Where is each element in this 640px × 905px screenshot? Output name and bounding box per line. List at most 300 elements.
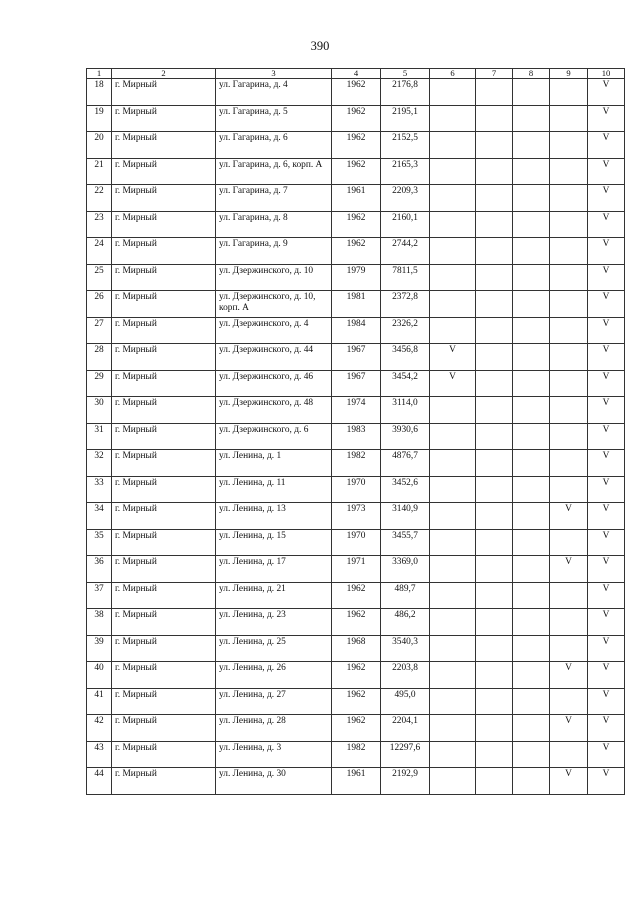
mark-cell-8 (513, 158, 550, 185)
area-cell: 3452,6 (381, 476, 430, 503)
address-cell: ул. Дзержинского, д. 44 (216, 344, 332, 371)
address-cell: ул. Дзержинского, д. 6 (216, 423, 332, 450)
row-number: 31 (87, 423, 112, 450)
row-number: 21 (87, 158, 112, 185)
year-cell: 1970 (332, 529, 381, 556)
year-cell: 1962 (332, 609, 381, 636)
row-number: 44 (87, 768, 112, 795)
table-row (87, 211, 625, 238)
address-cell: ул. Гагарина, д. 5 (216, 105, 332, 132)
year-cell: 1967 (332, 370, 381, 397)
year-cell: 1973 (332, 503, 381, 530)
area-cell: 3930,6 (381, 423, 430, 450)
mark-cell-8 (513, 556, 550, 583)
area-cell: 486,2 (381, 609, 430, 636)
year-cell: 1984 (332, 317, 381, 344)
mark-cell-7 (476, 132, 513, 159)
address-cell: ул. Гагарина, д. 4 (216, 79, 332, 106)
table-row (87, 132, 625, 159)
mark-cell-9: V (550, 556, 588, 583)
city-cell: г. Мирный (112, 370, 216, 397)
table-row (87, 291, 625, 318)
mark-cell-8 (513, 185, 550, 212)
mark-cell-6 (430, 450, 476, 477)
mark-cell-9 (550, 476, 588, 503)
area-cell: 489,7 (381, 582, 430, 609)
column-header: 9 (550, 69, 588, 79)
city-cell: г. Мирный (112, 556, 216, 583)
table-row (87, 529, 625, 556)
mark-cell-8 (513, 476, 550, 503)
mark-cell-8 (513, 768, 550, 795)
city-cell: г. Мирный (112, 635, 216, 662)
row-number: 39 (87, 635, 112, 662)
mark-cell-9 (550, 741, 588, 768)
mark-cell-10: V (588, 768, 625, 795)
mark-cell-9 (550, 317, 588, 344)
year-cell: 1962 (332, 715, 381, 742)
mark-cell-10: V (588, 238, 625, 265)
mark-cell-6 (430, 211, 476, 238)
area-cell: 2192,9 (381, 768, 430, 795)
row-number: 38 (87, 609, 112, 636)
city-cell: г. Мирный (112, 423, 216, 450)
year-cell: 1962 (332, 132, 381, 159)
mark-cell-8 (513, 450, 550, 477)
city-cell: г. Мирный (112, 291, 216, 318)
address-cell: ул. Ленина, д. 1 (216, 450, 332, 477)
area-cell: 3456,8 (381, 344, 430, 371)
year-cell: 1961 (332, 768, 381, 795)
mark-cell-6 (430, 238, 476, 265)
column-header: 2 (112, 69, 216, 79)
mark-cell-7 (476, 238, 513, 265)
row-number: 43 (87, 741, 112, 768)
mark-cell-7 (476, 741, 513, 768)
table-row (87, 370, 625, 397)
year-cell: 1961 (332, 185, 381, 212)
mark-cell-6 (430, 609, 476, 636)
mark-cell-8 (513, 211, 550, 238)
mark-cell-9: V (550, 662, 588, 689)
mark-cell-6 (430, 264, 476, 291)
mark-cell-6 (430, 423, 476, 450)
table-row (87, 158, 625, 185)
address-cell: ул. Ленина, д. 13 (216, 503, 332, 530)
row-number: 23 (87, 211, 112, 238)
mark-cell-7 (476, 635, 513, 662)
city-cell: г. Мирный (112, 529, 216, 556)
mark-cell-10: V (588, 582, 625, 609)
row-number: 22 (87, 185, 112, 212)
year-cell: 1962 (332, 582, 381, 609)
mark-cell-8 (513, 741, 550, 768)
column-number-row (87, 69, 625, 79)
row-number: 28 (87, 344, 112, 371)
mark-cell-7 (476, 105, 513, 132)
year-cell: 1979 (332, 264, 381, 291)
year-cell: 1981 (332, 291, 381, 318)
address-cell: ул. Ленина, д. 21 (216, 582, 332, 609)
mark-cell-8 (513, 529, 550, 556)
mark-cell-10: V (588, 556, 625, 583)
row-number: 24 (87, 238, 112, 265)
mark-cell-6 (430, 688, 476, 715)
year-cell: 1967 (332, 344, 381, 371)
city-cell: г. Мирный (112, 450, 216, 477)
table-row (87, 317, 625, 344)
mark-cell-6 (430, 741, 476, 768)
city-cell: г. Мирный (112, 238, 216, 265)
row-number: 29 (87, 370, 112, 397)
address-cell: ул. Дзержинского, д. 4 (216, 317, 332, 344)
mark-cell-9 (550, 291, 588, 318)
year-cell: 1962 (332, 662, 381, 689)
row-number: 19 (87, 105, 112, 132)
mark-cell-10: V (588, 503, 625, 530)
row-number: 20 (87, 132, 112, 159)
mark-cell-9 (550, 609, 588, 636)
table-row (87, 503, 625, 530)
row-number: 40 (87, 662, 112, 689)
address-cell: ул. Ленина, д. 11 (216, 476, 332, 503)
mark-cell-7 (476, 317, 513, 344)
city-cell: г. Мирный (112, 582, 216, 609)
address-cell: ул. Ленина, д. 3 (216, 741, 332, 768)
table-body (87, 79, 625, 795)
mark-cell-6 (430, 556, 476, 583)
mark-cell-6 (430, 397, 476, 424)
mark-cell-7 (476, 582, 513, 609)
mark-cell-10: V (588, 79, 625, 106)
mark-cell-7 (476, 423, 513, 450)
mark-cell-10: V (588, 741, 625, 768)
mark-cell-7 (476, 397, 513, 424)
mark-cell-6 (430, 503, 476, 530)
city-cell: г. Мирный (112, 662, 216, 689)
mark-cell-6 (430, 79, 476, 106)
table-row (87, 635, 625, 662)
mark-cell-10: V (588, 423, 625, 450)
mark-cell-7 (476, 503, 513, 530)
mark-cell-9 (550, 185, 588, 212)
mark-cell-9 (550, 105, 588, 132)
city-cell: г. Мирный (112, 503, 216, 530)
mark-cell-9 (550, 132, 588, 159)
table-row (87, 344, 625, 371)
table-header (87, 69, 625, 79)
table-row (87, 688, 625, 715)
table-row (87, 238, 625, 265)
mark-cell-10: V (588, 211, 625, 238)
row-number: 37 (87, 582, 112, 609)
year-cell: 1971 (332, 556, 381, 583)
row-number: 30 (87, 397, 112, 424)
mark-cell-8 (513, 423, 550, 450)
area-cell: 2160,1 (381, 211, 430, 238)
city-cell: г. Мирный (112, 688, 216, 715)
city-cell: г. Мирный (112, 344, 216, 371)
mark-cell-9: V (550, 503, 588, 530)
city-cell: г. Мирный (112, 132, 216, 159)
mark-cell-9 (550, 582, 588, 609)
address-cell: ул. Гагарина, д. 7 (216, 185, 332, 212)
mark-cell-10: V (588, 132, 625, 159)
city-cell: г. Мирный (112, 211, 216, 238)
year-cell: 1968 (332, 635, 381, 662)
mark-cell-10: V (588, 370, 625, 397)
column-header: 6 (430, 69, 476, 79)
mark-cell-10: V (588, 105, 625, 132)
housing-registry-table (86, 68, 625, 795)
area-cell: 12297,6 (381, 741, 430, 768)
address-cell: ул. Гагарина, д. 6 (216, 132, 332, 159)
table-row (87, 397, 625, 424)
area-cell: 2209,3 (381, 185, 430, 212)
mark-cell-6 (430, 582, 476, 609)
table-row (87, 662, 625, 689)
city-cell: г. Мирный (112, 317, 216, 344)
area-cell: 2176,8 (381, 79, 430, 106)
row-number: 42 (87, 715, 112, 742)
mark-cell-7 (476, 768, 513, 795)
address-cell: ул. Дзержинского, д. 10 (216, 264, 332, 291)
city-cell: г. Мирный (112, 185, 216, 212)
mark-cell-8 (513, 688, 550, 715)
mark-cell-10: V (588, 291, 625, 318)
mark-cell-10: V (588, 662, 625, 689)
column-header: 8 (513, 69, 550, 79)
area-cell: 3454,2 (381, 370, 430, 397)
city-cell: г. Мирный (112, 609, 216, 636)
address-cell: ул. Дзержинского, д. 10, корп. А (216, 291, 332, 318)
mark-cell-7 (476, 185, 513, 212)
mark-cell-8 (513, 582, 550, 609)
page-number: 390 (310, 39, 330, 53)
mark-cell-10: V (588, 635, 625, 662)
table-row (87, 79, 625, 106)
mark-cell-7 (476, 476, 513, 503)
mark-cell-10: V (588, 317, 625, 344)
year-cell: 1962 (332, 158, 381, 185)
row-number: 36 (87, 556, 112, 583)
mark-cell-6 (430, 158, 476, 185)
mark-cell-9 (550, 423, 588, 450)
mark-cell-7 (476, 556, 513, 583)
mark-cell-6 (430, 317, 476, 344)
address-cell: ул. Дзержинского, д. 46 (216, 370, 332, 397)
year-cell: 1962 (332, 238, 381, 265)
mark-cell-7 (476, 211, 513, 238)
table-row (87, 768, 625, 795)
area-cell: 2204,1 (381, 715, 430, 742)
column-header: 7 (476, 69, 513, 79)
mark-cell-10: V (588, 529, 625, 556)
mark-cell-8 (513, 238, 550, 265)
mark-cell-9 (550, 688, 588, 715)
mark-cell-7 (476, 609, 513, 636)
mark-cell-8 (513, 79, 550, 106)
mark-cell-6 (430, 291, 476, 318)
mark-cell-7 (476, 370, 513, 397)
city-cell: г. Мирный (112, 264, 216, 291)
area-cell: 3540,3 (381, 635, 430, 662)
mark-cell-8 (513, 344, 550, 371)
mark-cell-7 (476, 344, 513, 371)
mark-cell-9 (550, 370, 588, 397)
table-row (87, 185, 625, 212)
mark-cell-6: V (430, 370, 476, 397)
address-cell: ул. Ленина, д. 30 (216, 768, 332, 795)
mark-cell-9 (550, 79, 588, 106)
mark-cell-8 (513, 105, 550, 132)
mark-cell-8 (513, 132, 550, 159)
mark-cell-10: V (588, 158, 625, 185)
mark-cell-7 (476, 158, 513, 185)
mark-cell-9 (550, 158, 588, 185)
year-cell: 1974 (332, 397, 381, 424)
year-cell: 1962 (332, 105, 381, 132)
year-cell: 1982 (332, 741, 381, 768)
mark-cell-10: V (588, 397, 625, 424)
address-cell: ул. Гагарина, д. 6, корп. А (216, 158, 332, 185)
mark-cell-8 (513, 397, 550, 424)
row-number: 32 (87, 450, 112, 477)
mark-cell-9 (550, 450, 588, 477)
area-cell: 3140,9 (381, 503, 430, 530)
table-row (87, 609, 625, 636)
mark-cell-8 (513, 317, 550, 344)
mark-cell-6 (430, 768, 476, 795)
table-row (87, 582, 625, 609)
address-cell: ул. Ленина, д. 17 (216, 556, 332, 583)
address-cell: ул. Ленина, д. 26 (216, 662, 332, 689)
mark-cell-6: V (430, 344, 476, 371)
address-cell: ул. Ленина, д. 28 (216, 715, 332, 742)
mark-cell-8 (513, 635, 550, 662)
area-cell: 4876,7 (381, 450, 430, 477)
mark-cell-6 (430, 635, 476, 662)
city-cell: г. Мирный (112, 768, 216, 795)
mark-cell-8 (513, 264, 550, 291)
year-cell: 1982 (332, 450, 381, 477)
mark-cell-6 (430, 105, 476, 132)
row-number: 34 (87, 503, 112, 530)
mark-cell-10: V (588, 344, 625, 371)
mark-cell-6 (430, 476, 476, 503)
table-row (87, 715, 625, 742)
mark-cell-7 (476, 715, 513, 742)
mark-cell-9 (550, 238, 588, 265)
mark-cell-6 (430, 715, 476, 742)
mark-cell-10: V (588, 715, 625, 742)
mark-cell-8 (513, 609, 550, 636)
address-cell: ул. Дзержинского, д. 48 (216, 397, 332, 424)
area-cell: 495,0 (381, 688, 430, 715)
mark-cell-8 (513, 291, 550, 318)
mark-cell-10: V (588, 609, 625, 636)
row-number: 35 (87, 529, 112, 556)
table-row (87, 264, 625, 291)
row-number: 27 (87, 317, 112, 344)
mark-cell-10: V (588, 688, 625, 715)
mark-cell-6 (430, 185, 476, 212)
mark-cell-9 (550, 397, 588, 424)
mark-cell-6 (430, 529, 476, 556)
year-cell: 1983 (332, 423, 381, 450)
city-cell: г. Мирный (112, 79, 216, 106)
table-row (87, 476, 625, 503)
table-row (87, 105, 625, 132)
mark-cell-10: V (588, 264, 625, 291)
row-number: 33 (87, 476, 112, 503)
city-cell: г. Мирный (112, 397, 216, 424)
column-header: 3 (216, 69, 332, 79)
address-cell: ул. Ленина, д. 25 (216, 635, 332, 662)
year-cell: 1962 (332, 688, 381, 715)
area-cell: 2195,1 (381, 105, 430, 132)
mark-cell-9: V (550, 768, 588, 795)
city-cell: г. Мирный (112, 715, 216, 742)
mark-cell-7 (476, 450, 513, 477)
column-header: 10 (588, 69, 625, 79)
mark-cell-7 (476, 529, 513, 556)
area-cell: 2326,2 (381, 317, 430, 344)
row-number: 18 (87, 79, 112, 106)
column-header: 1 (87, 69, 112, 79)
mark-cell-8 (513, 662, 550, 689)
year-cell: 1970 (332, 476, 381, 503)
area-cell: 2203,8 (381, 662, 430, 689)
city-cell: г. Мирный (112, 105, 216, 132)
mark-cell-7 (476, 264, 513, 291)
mark-cell-7 (476, 662, 513, 689)
year-cell: 1962 (332, 211, 381, 238)
city-cell: г. Мирный (112, 741, 216, 768)
mark-cell-7 (476, 291, 513, 318)
mark-cell-9 (550, 211, 588, 238)
area-cell: 3455,7 (381, 529, 430, 556)
table-row (87, 741, 625, 768)
row-number: 25 (87, 264, 112, 291)
address-cell: ул. Ленина, д. 27 (216, 688, 332, 715)
mark-cell-6 (430, 132, 476, 159)
mark-cell-9 (550, 635, 588, 662)
mark-cell-10: V (588, 185, 625, 212)
area-cell: 2744,2 (381, 238, 430, 265)
row-number: 26 (87, 291, 112, 318)
mark-cell-8 (513, 715, 550, 742)
area-cell: 3114,0 (381, 397, 430, 424)
mark-cell-9 (550, 264, 588, 291)
mark-cell-10: V (588, 476, 625, 503)
table-row (87, 556, 625, 583)
mark-cell-9 (550, 529, 588, 556)
mark-cell-8 (513, 370, 550, 397)
address-cell: ул. Гагарина, д. 9 (216, 238, 332, 265)
mark-cell-9 (550, 344, 588, 371)
area-cell: 2165,3 (381, 158, 430, 185)
city-cell: г. Мирный (112, 476, 216, 503)
table-row (87, 423, 625, 450)
year-cell: 1962 (332, 79, 381, 106)
area-cell: 7811,5 (381, 264, 430, 291)
area-cell: 2152,5 (381, 132, 430, 159)
mark-cell-10: V (588, 450, 625, 477)
mark-cell-7 (476, 79, 513, 106)
mark-cell-7 (476, 688, 513, 715)
column-header: 5 (381, 69, 430, 79)
